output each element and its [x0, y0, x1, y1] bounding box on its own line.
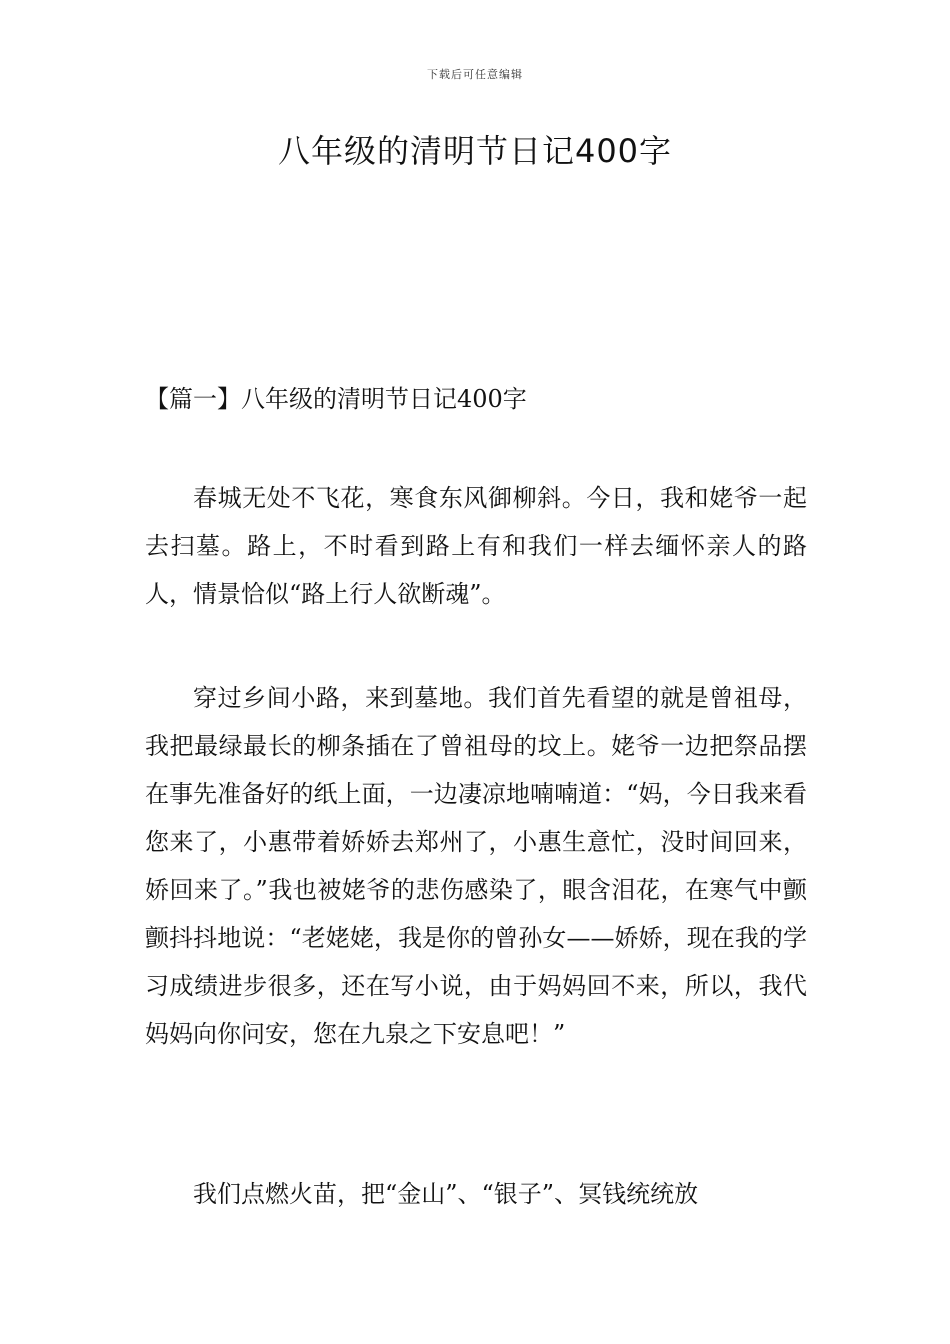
section-heading: 【篇一】八年级的清明节日记400字 [145, 385, 527, 413]
document-title: 八年级的清明节日记400字 [277, 132, 673, 170]
paragraph: 穿过乡间小路，来到墓地。我们首先看望的就是曾祖母，我把最绿最长的柳条插在了曾祖母的坟上。姥爷一边把祭品摆在事先准备好的纸上面，一边凄凉地喃喃道：“妈，今日我来看您来了，小惠带着娇娇去郑州了，小惠生意忙，没时间回来，娇回来了。”我也被姥爷的悲伤感染了，眼含泪花，在寒气中颤颤抖抖地说：“老姥姥，我是你的曾孙女——娇娇，现在我的学习成绩进步很多，还在写小说，由于妈妈回不来，所以，我代妈妈向你问安，您在九泉之下安息吧！” [145, 684, 807, 1048]
paragraph: 春城无处不飞花，寒食东风御柳斜。今日，我和姥爷一起去扫墓。路上，不时看到路上有和我们一样去缅怀亲人的路人，情景恰似“路上行人欲断魂”。 [145, 484, 807, 608]
header-note: 下载后可任意编辑 [427, 68, 523, 81]
paragraph: 我们点燃火苗，把“金山”、“银子”、冥钱统统放 [193, 1180, 699, 1208]
